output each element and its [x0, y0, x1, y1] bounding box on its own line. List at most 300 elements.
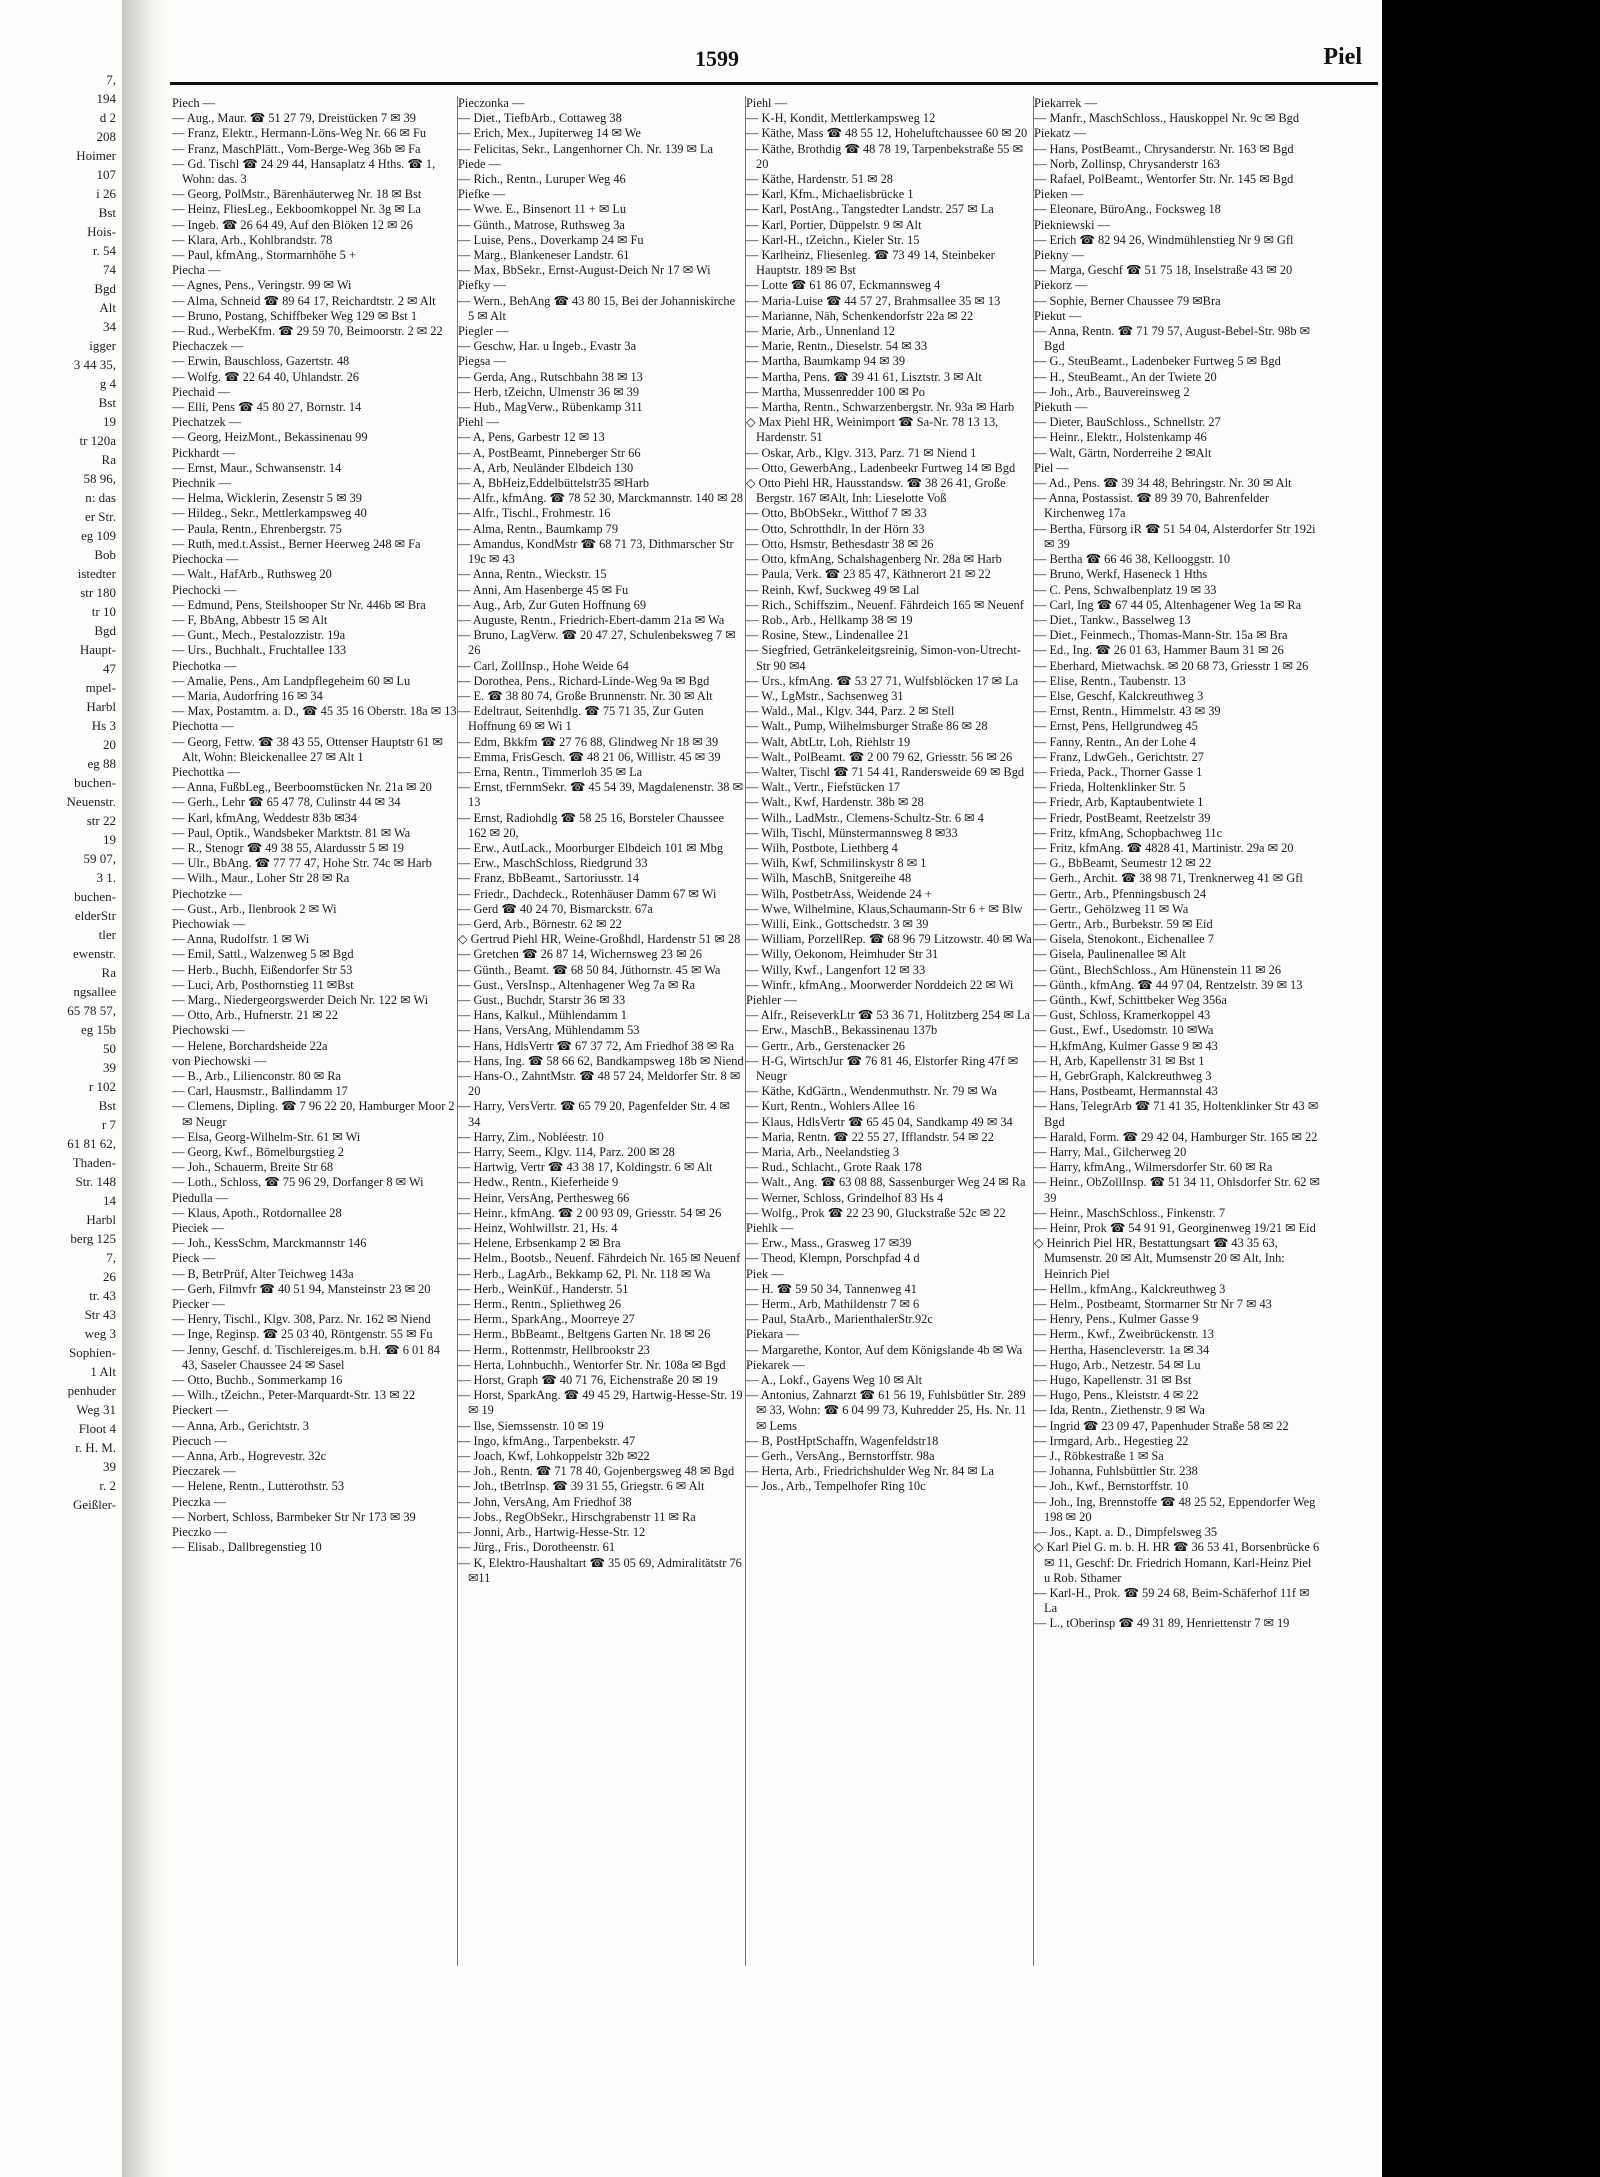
directory-entry: — Marie, Arb., Unnenland 12 — [746, 324, 896, 339]
directory-entry: — Franz, BbBeamt., Sartoriusstr. 14 — [458, 871, 640, 886]
directory-entry: — Karl, PostAng., Tangstedter Landstr. 257 ✉ La — [746, 202, 994, 217]
directory-entry: — Walt., Pump, Wilhelmsburger Straße 86 ✉ 28 — [746, 719, 988, 734]
directory-entry: — Käthe, KdGärtn., Wendenmuthstr. Nr. 79 ✉ Wa — [746, 1084, 997, 1099]
directory-entry: — Dorothea, Pens., Richard-Linde-Weg 9a ✉ Bgd — [458, 673, 710, 688]
previous-page-fragment: 39 — [103, 1060, 116, 1075]
previous-page-fragment: Hoimer — [76, 148, 116, 163]
directory-entry: — Elsa, Georg-Wilhelm-Str. 61 ✉ Wi — [172, 1129, 361, 1144]
column-2 — [458, 96, 744, 1976]
directory-entry: — Martha, Mussenredder 100 ✉ Po — [746, 384, 926, 399]
directory-entry: — Franz, LdwGeh., Gerichtstr. 27 — [1034, 749, 1204, 764]
directory-entry: — Urs., kfmAng. ☎ 53 27 71, Wulfsblöcken 17 ✉ La — [746, 673, 1019, 688]
directory-entry: — Max, Postamtm. a. D., ☎ 45 35 16 Oberstr. 18a ✉ 13 — [172, 704, 457, 719]
directory-entry: — Jonni, Arb., Hartwig-Hesse-Str. 12 — [458, 1525, 646, 1540]
directory-entry: — K, Elektro-Haushaltart ☎ 35 05 69, Admiralitätstr 76 ✉11 — [458, 1555, 742, 1585]
surname-heading: Piede — — [458, 156, 502, 171]
previous-page-fragment: eg 88 — [87, 756, 116, 771]
surname-heading: Piehl — — [458, 415, 499, 430]
surname-heading: Piechnik — — [172, 476, 231, 491]
directory-entry: — Herm., BbBeamt., Beltgens Garten Nr. 18 ✉ 26 — [458, 1327, 711, 1342]
directory-entry: — Hartwig, Vertr ☎ 43 38 17, Koldingstr. 6 ✉ Alt — [458, 1160, 713, 1175]
directory-entry: — Paula, Verk. ☎ 23 85 47, Käthnerort 21 ✉ 22 — [746, 567, 991, 582]
directory-entry: — H. ☎ 59 50 34, Tannenweg 41 — [746, 1281, 917, 1296]
directory-entry: — Otto, GewerbAng., Ladenbeekr Furtweg 14 ✉ Bgd — [746, 460, 1016, 475]
previous-page-fragment: eg 109 — [80, 528, 116, 543]
directory-entry: — Paul, StaArb., MarienthalerStr.92c — [746, 1312, 933, 1327]
directory-entry: — Erwin, Bauschloss, Gazertstr. 48 — [172, 354, 350, 369]
directory-entry: — H-G, WirtschJur ☎ 76 81 46, Elstorfer Ring 47f ✉ Neugr — [746, 1053, 1019, 1083]
directory-entry: — Hans, VersAng, Mühlendamm 53 — [458, 1023, 640, 1038]
directory-entry: — Alma, Schneid ☎ 89 64 17, Reichardtstr. 2 ✉ Alt — [172, 293, 436, 308]
directory-entry: — Joh., Arb., Bauvereinsweg 2 — [1034, 384, 1190, 399]
previous-page-fragment: buchen- — [74, 889, 116, 904]
directory-entry: — Walt., PolBeamt. ☎ 2 00 79 62, Griesstr. 56 ✉ 26 — [746, 749, 1013, 764]
previous-page-fragment: 59 07, — [83, 851, 116, 866]
directory-entry: — Hans, Postbeamt, Hermannstal 43 — [1034, 1084, 1218, 1099]
directory-entry: — Bertha, Fürsorg iR ☎ 51 54 04, Alsterdorfer Str 192i ✉ 39 — [1034, 521, 1316, 551]
directory-entry: — Helene, Erbsenkamp 2 ✉ Bra — [458, 1236, 621, 1251]
surname-heading: Pieciek — — [172, 1221, 224, 1236]
directory-entry: — Johanna, Fuhlsbüttler Str. 238 — [1034, 1464, 1198, 1479]
surname-heading: Piek — — [746, 1266, 784, 1281]
directory-entry: — Karl-H., Prok. ☎ 59 24 68, Beim-Schäferhof 11f ✉ La — [1034, 1585, 1310, 1616]
previous-page-fragment: d 2 — [99, 110, 116, 125]
directory-entry: — Klaus, Apoth., Rotdornallee 28 — [172, 1205, 342, 1220]
directory-entry: — Norbert, Schloss, Barmbeker Str Nr 173 ✉ 39 — [172, 1509, 416, 1524]
directory-entry: — Emma, FrisGesch. ☎ 48 21 06, Willistr. 45 ✉ 39 — [458, 749, 721, 764]
directory-entry: — Herta, Arb., Friedrichshulder Weg Nr. 84 ✉ La — [746, 1464, 994, 1479]
directory-entry: — Georg, PolMstr., Bärenhäuterweg Nr. 18 ✉ Bst — [172, 187, 422, 202]
previous-page-fragment: Bst — [98, 205, 116, 220]
directory-entry: — Rud., WerbeKfm. ☎ 29 59 70, Beimoorstr. 2 ✉ 22 — [172, 324, 443, 339]
directory-entry: — Fritz, kfmAng. ☎ 4828 41, Martinistr. 29a ✉ 20 — [1034, 840, 1294, 855]
directory-entry: — Heinr, VersAng, Perthesweg 66 — [458, 1190, 630, 1205]
directory-entry: — Erich ☎ 82 94 26, Windmühlenstieg Nr 9 ✉ Gfl — [1034, 232, 1294, 247]
directory-entry: — K-H, Kondit, Mettlerkampsweg 12 — [746, 111, 936, 126]
directory-entry: — Max, BbSekr., Ernst-August-Deich Nr 17 ✉ Wi — [458, 263, 711, 278]
directory-entry: — Hugo, Kapellenstr. 31 ✉ Bst — [1034, 1373, 1192, 1388]
previous-page-fragment: 19 — [103, 414, 116, 429]
previous-page-fragment: penhuder — [67, 1383, 116, 1398]
directory-entry: — Ida, Rentn., Ziethenstr. 9 ✉ Wa — [1034, 1403, 1205, 1418]
previous-page-fragment: 194 — [96, 91, 116, 106]
directory-entry: — Paul, kfmAng., Stormarnhöhe 5 + — [172, 248, 356, 263]
column-1 — [172, 96, 458, 1976]
directory-entry: — Otto, Buchb., Sommerkamp 16 — [172, 1373, 343, 1388]
directory-entry: — Otto, Arb., Hufnerstr. 21 ✉ 22 — [172, 1008, 338, 1023]
previous-page-fragment: berg 125 — [70, 1231, 116, 1246]
directory-entry: — Irmgard, Arb., Hegestieg 22 — [1034, 1433, 1189, 1448]
surname-heading: Piekarrek — — [1034, 96, 1097, 110]
surname-heading: Piechotta — — [172, 719, 234, 734]
previous-page-fragment: 20 — [103, 737, 116, 752]
surname-heading: Piechaid — — [172, 384, 231, 399]
directory-entry: — Theod, Klempn, Porschpfad 4 d — [746, 1251, 920, 1266]
surname-heading: Piechocka — — [172, 552, 239, 567]
directory-entry: — Ilse, Siemssenstr. 10 ✉ 19 — [458, 1418, 604, 1433]
directory-entry: — Edm, Bkkfm ☎ 27 76 88, Glindweg Nr 18 ✉ 39 — [458, 734, 719, 749]
previous-page-fragment: tr 10 — [91, 604, 116, 619]
directory-entry: — Dieter, BauSchloss., Schnellstr. 27 — [1034, 415, 1221, 430]
directory-entry: — Otto, Schrotthdlr, In der Hörn 33 — [746, 521, 925, 536]
directory-entry: — Horst, SparkAng. ☎ 49 45 29, Hartwig-Hesse-Str. 19 ✉ 19 — [458, 1388, 743, 1418]
directory-entry: — John, VersAng, Am Friedhof 38 — [458, 1494, 632, 1509]
previous-page-fragment: Bst — [98, 395, 116, 410]
directory-entry: — Karl, Kfm., Michaelisbrücke 1 — [746, 187, 914, 202]
surname-heading: Piecker — — [172, 1297, 225, 1312]
directory-entry: — Paula, Rentn., Ehrenbergstr. 75 — [172, 521, 342, 536]
directory-entry: — Loth., Schloss, ☎ 75 96 29, Dorfanger 8 ✉ Wi — [172, 1175, 424, 1190]
previous-page-fragment: Bst — [98, 1098, 116, 1113]
directory-entry: — Herta, Lohnbuchh., Wentorfer Str. Nr. 108a ✉ Bgd — [458, 1357, 726, 1372]
surname-heading: Piech — — [172, 96, 216, 110]
directory-entry: — Gretchen ☎ 26 87 14, Wichernsweg 23 ✉ 26 — [458, 947, 702, 962]
directory-entry: — Harry, kfmAng., Wilmersdorfer Str. 60 ✉ Ra — [1034, 1160, 1273, 1175]
directory-entry: — Heinr., MaschSchloss., Finkenstr. 7 — [1034, 1205, 1226, 1220]
directory-entry: — Gertr., Arb., Gerstenacker 26 — [746, 1038, 905, 1053]
previous-page-fragment: 14 — [103, 1193, 116, 1208]
surname-heading: Pieczonka — — [458, 96, 525, 110]
previous-page-fragment: Weg 31 — [76, 1402, 116, 1417]
directory-entry: — L., tOberinsp ☎ 49 31 89, Henriettenstr 7 ✉ 19 — [1034, 1616, 1290, 1631]
directory-entry: — A, Arb, Neuländer Elbdeich 130 — [458, 460, 634, 475]
surname-heading: von Piechowski — — [172, 1053, 267, 1068]
previous-page-fragment: r. 2 — [99, 1478, 116, 1493]
directory-entry: — Norb, Zollinsp, Chrysanderstr 163 — [1034, 156, 1220, 171]
directory-entry: — Martha, Pens. ☎ 39 41 61, Lisztstr. 3 ✉ Alt — [746, 369, 982, 384]
directory-entry: — Wilh., LadMstr., Clemens-Schultz-Str. 6 ✉ 4 — [746, 810, 984, 825]
directory-entry: — A, PostBeamt, Pinneberger Str 66 — [458, 445, 641, 460]
previous-page-fragment: 65 78 57, — [67, 1003, 116, 1018]
directory-entry: — H, GebrGraph, Kalckreuthweg 3 — [1034, 1069, 1212, 1083]
directory-entry: — Joh., Kwf., Bernstorffstr. 10 — [1034, 1479, 1189, 1494]
directory-entry: — Helene, Borchardsheide 22a — [172, 1038, 328, 1053]
previous-page-fragment: Alt — [99, 300, 116, 315]
surname-heading: Pieczka — — [172, 1494, 227, 1509]
running-head: Piel — [1323, 44, 1362, 70]
directory-entry: — Herm., Rentn., Spliethweg 26 — [458, 1297, 622, 1312]
previous-page-fragment: str 180 — [80, 585, 116, 600]
previous-page-fragment: eg 15b — [80, 1022, 116, 1037]
directory-entry: — A, BbHeiz,Eddelbüttelstr35 ✉Harb — [458, 476, 650, 491]
directory-entry: — Ed., Ing. ☎ 26 01 63, Hammer Baum 31 ✉ 26 — [1034, 643, 1284, 658]
directory-entry: — J., Röbkestraße 1 ✉ Sa — [1034, 1449, 1164, 1464]
directory-entry: — F, BbAng, Abbestr 15 ✉ Alt — [172, 612, 328, 627]
directory-entry: — Margarethe, Kontor, Auf dem Königslande 4b ✉ Wa — [746, 1342, 1023, 1357]
previous-page-fragment: 3 1. — [96, 870, 116, 885]
directory-entry: — Rud., Schlacht., Grote Raak 178 — [746, 1160, 922, 1175]
previous-page-fragment: Sophien- — [69, 1345, 116, 1360]
directory-entry: — Hans, HdlsVertr ☎ 67 37 72, Am Friedhof 38 ✉ Ra — [458, 1038, 735, 1053]
previous-page-fragment: 26 — [103, 1269, 116, 1284]
directory-entry: — Marie, Rentn., Dieselstr. 54 ✉ 33 — [746, 339, 928, 354]
previous-page-fragment: str 22 — [86, 813, 116, 828]
column-3 — [746, 96, 1032, 1976]
directory-entry: — Amalie, Pens., Am Landpflegeheim 60 ✉ Lu — [172, 673, 411, 688]
directory-entry: — Henry, Pens., Kulmer Gasse 9 — [1034, 1312, 1199, 1327]
directory-entry: — Paul, Optik., Wandsbeker Marktstr. 81 ✉ Wa — [172, 825, 411, 840]
directory-entry: — Gust., Buchdr, Starstr 36 ✉ 33 — [458, 992, 626, 1007]
previous-page-fragment: r 102 — [88, 1079, 116, 1094]
directory-entry: — Harry, VersVertr. ☎ 65 79 20, Pagenfelder Str. 4 ✉ 34 — [458, 1099, 730, 1129]
directory-entry: — Ernst, tFernmSekr. ☎ 45 54 39, Magdalenenstr. 38 ✉ 13 — [458, 780, 743, 810]
directory-entry: — Rafael, PolBeamt., Wentorfer Str. Nr. 145 ✉ Bgd — [1034, 172, 1294, 187]
previous-page-fragment: g 4 — [99, 376, 116, 391]
directory-entry: — Herb, tZeichn, Ulmenstr 36 ✉ 39 — [458, 384, 640, 399]
directory-entry: — H, Arb, Kapellenstr 31 ✉ Bst 1 — [1034, 1053, 1205, 1068]
directory-entry: — Gerh., VersAng., Bernstorffstr. 98a — [746, 1449, 935, 1464]
directory-entry: — Karl-H., tZeichn., Kieler Str. 15 — [746, 232, 920, 247]
directory-entry: — Anna, Rentn., Wieckstr. 15 — [458, 567, 607, 582]
directory-entry: — Ingrid ☎ 23 09 47, Papenhuder Straße 58 ✉ 22 — [1034, 1418, 1289, 1433]
directory-entry: — Gerda, Ang., Rutschbahn 38 ✉ 13 — [458, 369, 643, 384]
directory-entry: — Wilh, PostbetrAss, Weidende 24 + — [746, 886, 932, 901]
directory-entry: — Marga, Geschf ☎ 51 75 18, Inselstraße 43 ✉ 20 — [1034, 263, 1293, 278]
directory-entry: — Käthe, Mass ☎ 48 55 12, Hoheluftchaussee 60 ✉ 20 — [746, 126, 1028, 141]
directory-entry: — Herb., WeinKüf., Handerstr. 51 — [458, 1281, 629, 1296]
directory-entry: — Carl, Ing ☎ 67 44 05, Altenhagener Weg 1a ✉ Ra — [1034, 597, 1302, 612]
previous-page-fragment: Str. 148 — [75, 1174, 116, 1189]
previous-page-fragment: elderStr — [74, 908, 116, 923]
page-header — [170, 44, 1380, 82]
surname-heading: Piekniewski — — [1034, 217, 1111, 232]
directory-entry: — Gertr., Arb., Burbekstr. 59 ✉ Eid — [1034, 916, 1213, 931]
directory-entry: — Herm., SparkAng., Moorreye 27 — [458, 1312, 635, 1327]
directory-entry: — Wilh, MaschB, Snitgereihe 48 — [746, 871, 912, 886]
directory-entry: — Erw., MaschB., Bekassinenau 137b — [746, 1023, 938, 1038]
previous-page-fragment: n: das — [85, 490, 116, 505]
directory-entry: — Inge, Reginsp. ☎ 25 03 40, Röntgenstr. 55 ✉ Fu — [172, 1327, 433, 1342]
surname-heading: Piecuch — — [172, 1433, 227, 1448]
previous-page-fragment: r. 54 — [92, 243, 116, 258]
surname-heading: Piechottka — — [172, 764, 240, 779]
scan-background — [1382, 0, 1600, 2177]
directory-entry: — Harald, Form. ☎ 29 42 04, Hamburger Str. 165 ✉ 22 — [1034, 1129, 1318, 1144]
directory-entry: — Jos., Kapt. a. D., Dimpfelsweg 35 — [1034, 1525, 1218, 1540]
directory-entry: — Martha, Rentn., Schwarzenbergstr. Nr. 93a ✉ Harb — [746, 400, 1015, 415]
directory-entry: — Walt., Kwf, Hardenstr. 38b ✉ 28 — [746, 795, 924, 810]
directory-entry: — Wern., BehAng ☎ 43 80 15, Bei der Johanniskirche 5 ✉ Alt — [458, 293, 736, 323]
previous-page-fragment: Ra — [101, 452, 116, 467]
directory-entry: — Amandus, KondMstr ☎ 68 71 73, Dithmarscher Str 19c ✉ 43 — [458, 536, 734, 567]
directory-entry: — Wilh., Maur., Loher Str 28 ✉ Ra — [172, 871, 350, 886]
column-4 — [1034, 96, 1320, 1976]
directory-entry: — Rosine, Stew., Lindenallee 21 — [746, 628, 910, 643]
surname-heading: Piekarek — — [746, 1357, 805, 1372]
directory-entry: — Hertha, Hasencleverstr. 1a ✉ 34 — [1034, 1342, 1210, 1357]
directory-entry: — Gerh., Archit. ☎ 38 98 71, Trenknerweg 41 ✉ Gfl — [1034, 871, 1303, 886]
directory-entry: — Alma, Rentn., Baumkamp 79 — [458, 521, 619, 536]
directory-entry: — Eberhard, Mietwachsk. ✉ 20 68 73, Griesstr 1 ✉ 26 — [1034, 658, 1309, 673]
directory-entry: — Ernst, Maur., Schwansenstr. 14 — [172, 460, 342, 475]
directory-entry: — Ingeb. ☎ 26 64 49, Auf den Blöken 12 ✉ 26 — [172, 217, 413, 232]
directory-entry: — Werner, Schloss, Grindelhof 83 Hs 4 — [746, 1190, 944, 1205]
directory-entry: — Jenny, Geschf. d. Tischlereiges.m. b.H. ☎ 6 01 84 43, Saseler Chaussee 24 ✉ Sasel — [172, 1342, 440, 1372]
directory-entry: — Joach, Kwf, Lohkoppelstr 32b ✉22 — [458, 1449, 650, 1464]
directory-entry: — Erw., AutLack., Moorburger Elbdeich 101 ✉ Mbg — [458, 840, 724, 855]
directory-entry: — Wilh, Postbote, Liethberg 4 — [746, 840, 898, 855]
directory-entry: — Gunt., Mech., Pestalozzistr. 19a — [172, 628, 346, 643]
directory-entry: — Herm., Rottenmstr, Hellbrookstr 23 — [458, 1342, 650, 1357]
book-gutter — [122, 0, 168, 2177]
directory-entry: — Geschw, Har. u Ingeb., Evastr 3a — [458, 339, 637, 354]
directory-entry: — Gerd ☎ 40 24 70, Bismarckstr. 67a — [458, 901, 653, 916]
surname-heading: Piefky — — [458, 278, 506, 293]
directory-entry: — W., LgMstr., Sachsenweg 31 — [746, 688, 904, 703]
directory-entry: — Jürg., Fris., Dorotheenstr. 61 — [458, 1540, 616, 1555]
surname-heading: Piechotka — — [172, 658, 237, 673]
directory-entry: — Antonius, Zahnarzt ☎ 61 56 19, Fuhlsbütler Str. 289 ✉ 33, Wohn: ☎ 6 04 99 73, Kuhredder 25, Hs. Nr. 11 ✉ Lems — [746, 1388, 1027, 1433]
previous-page-fragment: r 7 — [101, 1117, 116, 1132]
previous-page-fragment: 7, — [106, 1250, 116, 1265]
surname-heading: Pieck — — [172, 1251, 216, 1266]
surname-heading: Piechotzke — — [172, 886, 242, 901]
previous-page-fragment: Thaden- — [72, 1155, 116, 1170]
directory-entry: — Hugo, Pens., Kleiststr. 4 ✉ 22 — [1034, 1388, 1199, 1403]
directory-entry: — Kurt, Rentn., Wohlers Allee 16 — [746, 1099, 915, 1114]
directory-entry: — Willi, Eink., Gottschedstr. 3 ✉ 39 — [746, 916, 929, 931]
directory-entry: — Käthe, Hardenstr. 51 ✉ 28 — [746, 172, 893, 187]
directory-entry: — Helm., Postbeamt, Stormarner Str Nr 7 ✉ 43 — [1034, 1297, 1272, 1312]
directory-entry: — Maria, Rentn. ☎ 22 55 27, Ifflandstr. 54 ✉ 22 — [746, 1129, 994, 1144]
directory-entry: — Henry, Tischl., Klgv. 308, Parz. Nr. 162 ✉ Niend — [172, 1312, 431, 1327]
previous-page-fragment: 74 — [103, 262, 116, 277]
directory-entry: ◇ Gertrud Piehl HR, Weine-Großhdl, Hardenstr 51 ✉ 28 — [458, 932, 741, 947]
directory-entry: — Günth., kfmAng. ☎ 44 97 04, Rentzelstr. 39 ✉ 13 — [1034, 977, 1303, 992]
directory-entry: — Helma, Wicklerin, Zesenstr 5 ✉ 39 — [172, 491, 362, 506]
directory-entry: — Gerh, Filmvfr ☎ 40 51 94, Mansteinstr 23 ✉ 20 — [172, 1281, 431, 1296]
directory-entry: — Alfr., Tischl., Frohmestr. 16 — [458, 506, 611, 521]
previous-page-fragment: Bob — [94, 547, 116, 562]
directory-entry: — Otto, Hsmstr, Bethesdastr 38 ✉ 26 — [746, 536, 934, 551]
directory-columns — [172, 96, 1378, 1976]
directory-entry: — Hedw., Rentn., Kieferheide 9 — [458, 1175, 619, 1190]
directory-entry: — Ernst, Rentn., Himmelstr. 43 ✉ 39 — [1034, 704, 1221, 719]
directory-entry: — Hans, Kalkul., Mühlendamm 1 — [458, 1008, 627, 1023]
directory-entry: — Günth., Matrose, Ruthsweg 3a — [458, 217, 625, 232]
directory-entry: — Else, Geschf, Kalckreuthweg 3 — [1034, 688, 1204, 703]
directory-entry: — Georg, HeizMont., Bekassinenau 99 — [172, 430, 368, 445]
directory-entry: — Horst, Graph ☎ 40 71 76, Eichenstraße 20 ✉ 19 — [458, 1373, 718, 1388]
surname-heading: Piel — — [1034, 460, 1069, 475]
previous-page-fragment: ewenstr. — [73, 946, 116, 961]
directory-entry: — Bertha ☎ 66 46 38, Kellooggstr. 10 — [1034, 552, 1231, 567]
surname-heading: Piekatz — — [1034, 126, 1086, 141]
directory-entry: — Emil, Sattl., Walzenweg 5 ✉ Bgd — [172, 947, 354, 962]
directory-entry: — Elli, Pens ☎ 45 80 27, Bornstr. 14 — [172, 400, 362, 415]
directory-entry: — Felicitas, Sekr., Langenhorner Ch. Nr. 139 ✉ La — [458, 141, 714, 156]
directory-entry: — Anna, Rudolfstr. 1 ✉ Wi — [172, 932, 310, 947]
directory-entry: — B., Arb., Lilienconstr. 80 ✉ Ra — [172, 1069, 342, 1083]
previous-page-fragment: 50 — [103, 1041, 116, 1056]
directory-entry: — A., Lokf., Gayens Weg 10 ✉ Alt — [746, 1373, 923, 1388]
directory-entry: — Edeltraut, Seitenhdlg. ☎ 75 71 35, Zur Guten Hoffnung 69 ✉ Wi 1 — [458, 704, 704, 734]
directory-entry: — Walt., HafArb., Ruthsweg 20 — [172, 567, 332, 582]
surname-heading: Piechaczek — — [172, 339, 244, 354]
previous-page-fragment: 34 — [103, 319, 116, 334]
directory-entry: — Gust., VersInsp., Altenhagener Weg 7a ✉ Ra — [458, 977, 696, 992]
directory-entry: — Hellm., kfmAng., Kalckreuthweg 3 — [1034, 1281, 1226, 1296]
surname-heading: Piekara — — [746, 1327, 799, 1342]
directory-entry: — Wolfg. ☎ 22 64 40, Uhlandstr. 26 — [172, 369, 359, 384]
directory-entry: — Erich, Mex., Jupiterweg 14 ✉ We — [458, 126, 641, 141]
directory-entry: — Günth., Beamt. ☎ 68 50 84, Jüthornstr. 45 ✉ Wa — [458, 962, 721, 977]
previous-page-edge — [0, 70, 122, 2110]
directory-entry: — Hans-O., ZahntMstr. ☎ 48 57 24, Meldorfer Str. 8 ✉ 20 — [458, 1069, 741, 1099]
previous-page-fragment: istedter — [77, 566, 116, 581]
directory-entry: — Joh., tBetrInsp. ☎ 39 31 55, Griegstr. 6 ✉ Alt — [458, 1479, 705, 1494]
directory-entry: — Joh., Schauerm, Breite Str 68 — [172, 1160, 334, 1175]
directory-entry: — Hans, PostBeamt., Chrysanderstr. Nr. 163 ✉ Bgd — [1034, 141, 1294, 156]
directory-entry: — Marg., Blankeneser Landstr. 61 — [458, 248, 630, 263]
directory-entry: — Fritz, kfmAng, Schopbachweg 11c — [1034, 825, 1223, 840]
directory-entry: — Karl, Portier, Düppelstr. 9 ✉ Alt — [746, 217, 922, 232]
directory-entry: — Sophie, Berner Chaussee 79 ✉Bra — [1034, 293, 1221, 308]
surname-heading: Pieken — — [1034, 187, 1084, 202]
previous-page-fragment: buchen- — [74, 775, 116, 790]
directory-entry: — H,kfmAng, Kulmer Gasse 9 ✉ 43 — [1034, 1038, 1218, 1053]
surname-heading: Piechocki — — [172, 582, 237, 597]
directory-entry: — Rob., Arb., Hellkamp 38 ✉ 19 — [746, 612, 913, 627]
surname-heading: Piegler — — [458, 324, 509, 339]
directory-entry: — Frieda, Pack., Thorner Gasse 1 — [1034, 764, 1203, 779]
directory-entry: — G., BbBeamt, Seumestr 12 ✉ 22 — [1034, 856, 1212, 871]
surname-heading: Piegsa — — [458, 354, 506, 369]
directory-entry: — Wald., Mal., Klgv. 344, Parz. 2 ✉ Stell — [746, 704, 955, 719]
directory-entry: ◇ Otto Piehl HR, Hausstandsw. ☎ 38 26 41, Große Bergstr. 167 ✉Alt, Inh: Lieselotte Voß — [746, 476, 1006, 506]
directory-entry: — Günt., BlechSchloss., Am Hünenstein 11 ✉ 26 — [1034, 962, 1282, 977]
previous-page-fragment: Bgd — [94, 623, 116, 638]
directory-entry: ◇ Max Piehl HR, Weinimport ☎ Sa-Nr. 78 13 13, Hardenstr. 51 — [746, 415, 999, 445]
directory-entry: — Ulr., BbAng. ☎ 77 77 47, Hohe Str. 74c ✉ Harb — [172, 856, 432, 871]
directory-entry: — Karlheinz, Fliesenleg. ☎ 73 49 14, Steinbeker Hauptstr. 189 ✉ Bst — [746, 248, 995, 278]
directory-entry: — Wwe. E., Binsenort 11 + ✉ Lu — [458, 202, 627, 217]
directory-entry: — Alfr., ReiseverkLtr ☎ 53 36 71, Holitzberg 254 ✉ La — [746, 1008, 1031, 1023]
directory-entry: — Franz, MaschPlätt., Vom-Berge-Weg 36b ✉ Fa — [172, 141, 421, 156]
page-number: 1599 — [695, 46, 739, 71]
directory-entry: — Clemens, Dipling. ☎ 7 96 22 20, Hamburger Moor 2 ✉ Neugr — [172, 1099, 455, 1129]
directory-entry: — Bruno, LagVerw. ☎ 20 47 27, Schulenbeksweg 7 ✉ 26 — [458, 628, 736, 658]
directory-entry: ◇ Karl Piel G. m. b. H. HR ☎ 36 53 41, Borsenbrücke 6 ✉ 11, Geschf: Dr. Friedrich Homann, Karl-Heinz Piel u Rob. Sthamer — [1034, 1540, 1320, 1585]
directory-entry: — Wilh., tZeichn., Peter-Marquardt-Str. 13 ✉ 22 — [172, 1388, 416, 1403]
directory-entry: — William, PorzellRep. ☎ 68 96 79 Litzowstr. 40 ✉ Wa — [746, 932, 1032, 947]
directory-entry: — Heinz, Wohlwillstr. 21, Hs. 4 — [458, 1221, 618, 1236]
directory-entry: — Joh., KessSchm, Marckmannstr 146 — [172, 1236, 367, 1251]
directory-entry: — Edmund, Pens, Steilshooper Str Nr. 446b ✉ Bra — [172, 597, 426, 612]
directory-entry: — Elisab., Dallbregenstieg 10 — [172, 1540, 322, 1555]
directory-entry: — Alfr., kfmAng. ☎ 78 52 30, Marckmannstr. 140 ✉ 28 — [458, 491, 743, 506]
directory-entry: — Herm., Arb, Mathildenstr 7 ✉ 6 — [746, 1297, 920, 1312]
directory-entry: — Rich., Rentn., Luruper Weg 46 — [458, 172, 626, 187]
previous-page-fragment: 7, — [106, 72, 116, 87]
directory-entry: — Herb., LagArb., Bekkamp 62, Pl. Nr. 118 ✉ Wa — [458, 1266, 711, 1281]
surname-heading: Piechatzek — — [172, 415, 242, 430]
directory-entry: — Käthe, Brothdig ☎ 48 78 19, Tarpenbekstraße 55 ✉ 20 — [746, 141, 1023, 171]
directory-entry: — Reinh, Kwf, Suckweg 49 ✉ Lal — [746, 582, 920, 597]
directory-entry: — Luise, Pens., Doverkamp 24 ✉ Fu — [458, 232, 644, 247]
directory-entry: — Willy, Kwf., Langenfort 12 ✉ 33 — [746, 962, 926, 977]
directory-entry: — Heinr., kfmAng. ☎ 2 00 93 09, Griesstr. 54 ✉ 26 — [458, 1205, 722, 1220]
directory-entry: — Hugo, Arb., Netzestr. 54 ✉ Lu — [1034, 1357, 1201, 1372]
directory-entry: — B, BetrPrüf, Alter Teichweg 143a — [172, 1266, 354, 1281]
directory-entry: — Jobs., RegObSekr., Hirschgrabenstr 11 ✉ Ra — [458, 1509, 696, 1524]
directory-entry: — Anna, Arb., Gerichtstr. 3 — [172, 1418, 309, 1433]
previous-page-fragment: tr. 43 — [89, 1288, 116, 1303]
directory-entry: — Georg, Fettw. ☎ 38 43 55, Ottenser Hauptstr 61 ✉ Alt, Wohn: Bleickenallee 27 ✉ Alt 1 — [172, 734, 443, 764]
directory-entry: — Walt., Ang. ☎ 63 08 88, Sassenburger Weg 24 ✉ Ra — [746, 1175, 1026, 1190]
header-rule — [170, 82, 1378, 85]
directory-entry: — Walter, Tischl ☎ 71 54 41, Randersweide 69 ✉ Bgd — [746, 764, 1025, 779]
